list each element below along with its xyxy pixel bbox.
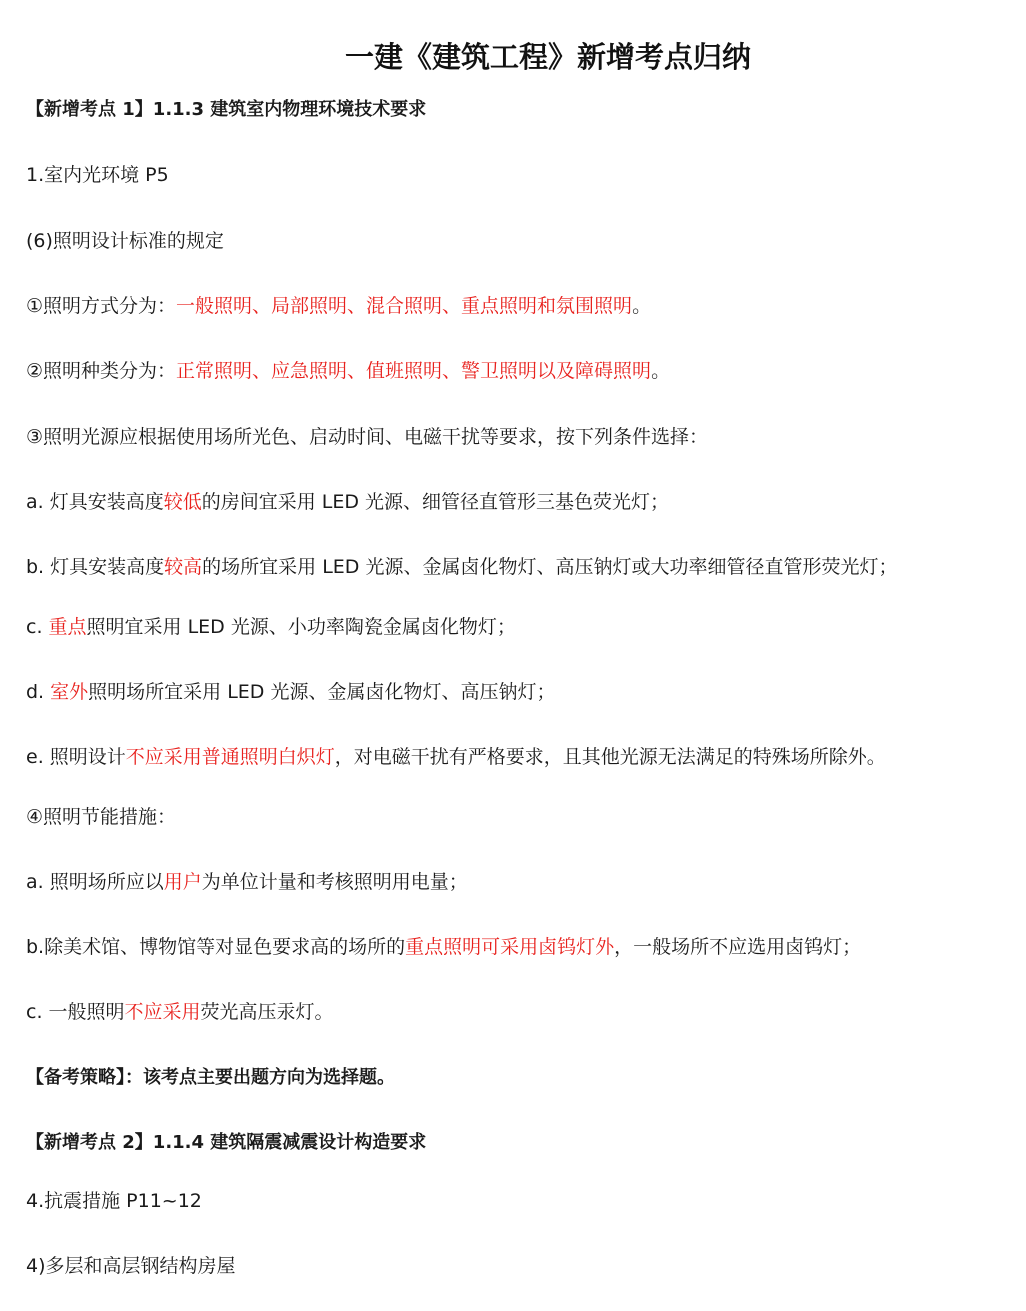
line-s1	[26, 162, 169, 188]
line-s3	[26, 1188, 202, 1214]
line-p3	[26, 424, 708, 450]
highlight-text: 正常照明、应急照明、值班照明、警卫照明以及障碍照明	[176, 360, 652, 382]
text-segment: e. 照明设计	[26, 746, 126, 768]
line-st	[26, 1065, 395, 1091]
text-segment: ，对电磁干扰有严格要求，且其他光源无法满足的特殊场所除外。	[334, 746, 886, 768]
line-p1	[26, 293, 651, 319]
highlight-text: 用户	[163, 871, 202, 893]
text-segment: 【新增考点 2】1.1.4 建筑隔震减震设计构造要求	[26, 1132, 427, 1153]
text-segment: 1.室内光环境 P5	[26, 164, 169, 186]
highlight-text: 较高	[164, 556, 203, 578]
text-segment: 【备考策略】：该考点主要出题方向为选择题。	[26, 1067, 395, 1088]
text-segment: ②照明种类分为：	[26, 360, 177, 382]
text-segment: d.	[26, 681, 51, 703]
line-s4	[26, 1253, 236, 1279]
line-p2	[26, 358, 670, 384]
text-segment: 4.抗震措施 P11~12	[26, 1190, 202, 1212]
text-segment: ①照明方式分为：	[26, 295, 177, 317]
text-segment: a. 照明场所应以	[26, 871, 164, 893]
line-b1	[26, 554, 897, 580]
line-p4	[26, 804, 176, 830]
line-c1	[26, 614, 516, 640]
page-title: 一建《建筑工程》新增考点归纳	[344, 40, 751, 74]
text-segment: 的房间宜采用 LED 光源、细管径直管形三基色荧光灯；	[201, 491, 670, 513]
text-segment: 4)多层和高层钢结构房屋	[26, 1255, 236, 1277]
text-segment: c.	[26, 616, 49, 638]
line-b2	[26, 934, 861, 960]
text-segment: 为单位计量和考核照明用电量；	[201, 871, 468, 893]
highlight-text: 较低	[163, 491, 202, 513]
highlight-text: 不应采用	[124, 1001, 201, 1023]
highlight-text: 重点	[48, 616, 87, 638]
text-segment: 的场所宜采用 LED 光源、金属卤化物灯、高压钠灯或大功率细管径直管形荧光灯；	[202, 556, 898, 578]
text-segment: (6)照明设计标准的规定	[26, 230, 224, 252]
line-a2	[26, 869, 468, 895]
text-segment: 【新增考点 1】1.1.3 建筑室内物理环境技术要求	[26, 99, 427, 120]
text-segment: ，一般场所不应选用卤钨灯；	[614, 936, 862, 958]
text-segment: 照明场所宜采用 LED 光源、金属卤化物灯、高压钠灯；	[88, 681, 556, 703]
text-segment: ④照明节能措施：	[26, 806, 177, 828]
highlight-text: 一般照明、局部照明、混合照明、重点照明和氛围照明	[176, 295, 633, 317]
highlight-text: 室外	[50, 681, 89, 703]
line-c2	[26, 999, 334, 1025]
text-segment: ③照明光源应根据使用场所光色、启动时间、电磁干扰等要求，按下列条件选择：	[26, 426, 709, 448]
highlight-text: 不应采用普通照明白炽灯	[125, 746, 335, 768]
line-d1	[26, 679, 555, 705]
text-segment: b. 灯具安装高度	[26, 556, 165, 578]
line-h1	[26, 97, 426, 123]
text-segment: 荧光高压汞灯。	[200, 1001, 334, 1023]
line-s2	[26, 228, 224, 254]
text-segment: c. 一般照明	[26, 1001, 125, 1023]
text-segment: 照明宜采用 LED 光源、小功率陶瓷金属卤化物灯；	[86, 616, 516, 638]
line-e1	[26, 744, 886, 770]
text-segment: b.除美术馆、博物馆等对显色要求高的场所的	[26, 936, 406, 958]
highlight-text: 重点照明可采用卤钨灯外	[405, 936, 615, 958]
line-a1	[26, 489, 669, 515]
text-segment: 。	[632, 295, 652, 317]
text-segment: 。	[651, 360, 671, 382]
line-h2	[26, 1130, 426, 1156]
text-segment: a. 灯具安装高度	[26, 491, 164, 513]
